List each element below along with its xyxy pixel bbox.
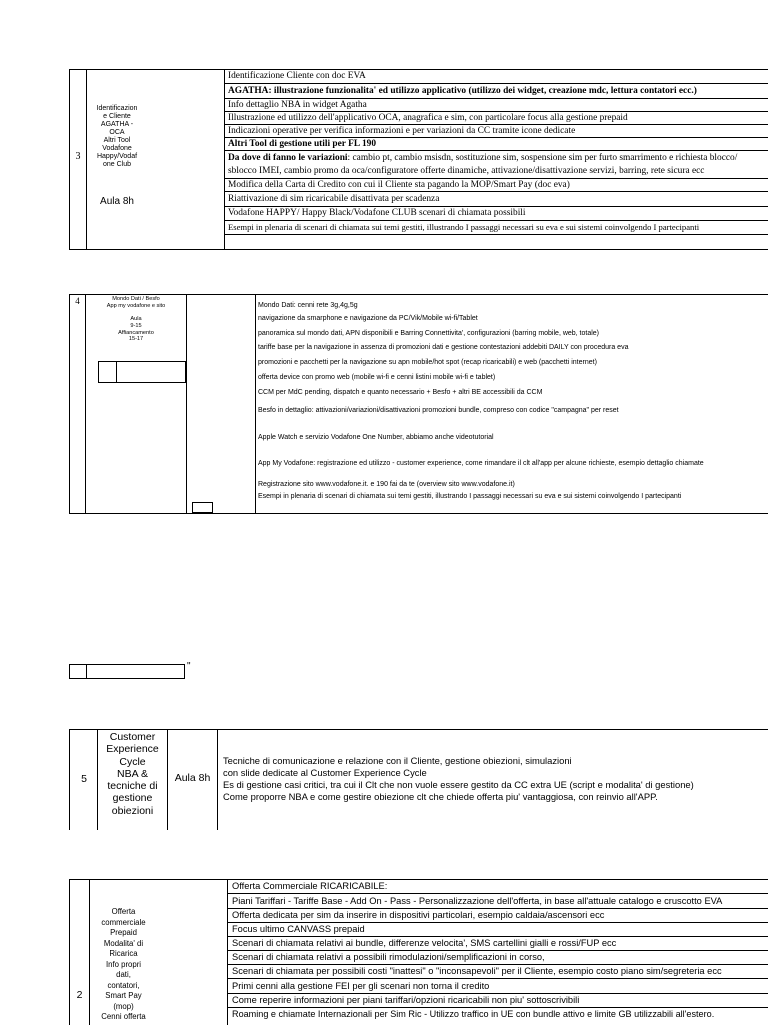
room-label: Aula 8h — [174, 772, 211, 784]
schedule-line: Esempi in plenaria di scenari di chiamata sui temi gestiti, illustrando I passaggi necessari su eva e sui sistemi coinvolgendo I partecipanti — [228, 222, 700, 232]
schedule-line: tariffe base per la navigazione in assenza di promozioni dati e gestione contestazioni addebiti DAILY con procedura eva — [258, 344, 629, 351]
room-cell — [168, 730, 218, 830]
schedule-line: sblocco IMEI, cambio promo da oca/configuratore offerte dinamiche, attivazione/disattivazione servizi, barring, rete sicura ecc — [228, 166, 705, 176]
module-label: Mondo Dati / Besfo App my vodafone e sito Aula 9-15 Affiancamento 15-17 — [106, 296, 166, 343]
schedule-line: Es di gestione casi critici, tra cui il Clt che non vuole essere gestito da CC extra UE (script e modalita' di gestione) — [223, 779, 694, 790]
schedule-line: Apple Watch e servizio Vodafone One Number, abbiamo anche videotutorial — [258, 434, 494, 441]
schedule-line: Besfo in dettaglio: attivazioni/variazioni/disattivazioni promozioni bundle, compreso con codice "campagna" per reset — [258, 407, 619, 414]
schedule-line: Altri Tool di gestione utili per FL 190 — [228, 139, 377, 149]
schedule-line: Da dove di fanno le variazioni: cambio pt, cambio msisdn, sostituzione sim, sospensione sim per furto smarrimento e richiesta blocco/ — [228, 153, 738, 163]
schedule-line: Identificazione Cliente con doc EVA — [228, 71, 366, 81]
schedule-line: con slide dedicate al Customer Experience Cycle — [223, 767, 427, 778]
row-number-cell — [70, 295, 86, 513]
schedule-line: Piani Tariffari - Tariffe Base - Add On - Pass - Personalizzazione dell'offerta, in base all'attuale catalogo e cruscotto EVA — [232, 896, 723, 906]
empty-cell-box — [192, 502, 213, 513]
schedule-line: Offerta dedicata per sim da inserire in dispositivi particolari, esempio caldaia/ascensori ecc — [232, 910, 605, 920]
empty-table-row — [69, 664, 185, 679]
row-number: 3 — [75, 151, 81, 162]
schedule-line: Indicazioni operative per verifica informazioni e per variazioni da CC tramite icone dedicate — [228, 126, 576, 136]
schedule-line: Focus ultimo CANVASS prepaid — [232, 924, 365, 934]
empty-cell-box — [98, 361, 186, 383]
row-number: 5 — [81, 773, 87, 785]
schedule-line: offerta device con promo web (mobile wi-fi e cenni listini mobile wi-fi e tablet) — [258, 374, 496, 381]
row-number-cell — [70, 70, 87, 249]
schedule-line: Tecniche di comunicazione e relazione con il Cliente, gestione obiezioni, simulazioni — [223, 755, 572, 766]
schedule-line: navigazione da smarphone e navigazione da PC/Vik/Mobile wi-fi/Tablet — [258, 315, 478, 322]
module-label-cell — [98, 730, 168, 830]
table-block-offerta-prepaid — [69, 879, 768, 1025]
module-label-cell — [87, 70, 225, 249]
module-label-cell — [90, 880, 228, 1025]
module-label-cell — [86, 295, 187, 513]
schedule-line: AGATHA: illustrazione funzionalita' ed utilizzo applicativo (utilizzo dei widget, creazione mdc, lettura contatori ecc.) — [228, 86, 697, 96]
schedule-line: App My Vodafone: registrazione ed utilizzo - customer experience, come rimandare il clt all'app per alcune richieste, esempio dettaglio chiamate — [258, 460, 704, 467]
row-number: 4 — [75, 296, 80, 306]
schedule-line: Registrazione sito www.vodafone.it. e 190 fai da te (overview sito www.vodafone.it) — [258, 481, 515, 488]
schedule-line: Roaming e chiamate Internazionali per Sim Ric - Utilizzo traffico in UE con bundle attivo e limite GB utilizzabili all'estero. — [232, 1009, 715, 1019]
room-label: Aula 8h — [100, 196, 134, 207]
schedule-line: Scenari di chiamata relativi a possibili rimodulazioni/semplificazioni in corso, — [232, 952, 545, 962]
schedule-line: CCM per MdC pending, dispatch e quanto necessario + Besfo + altri BE accessibili da CCM — [258, 389, 543, 396]
schedule-line: Primi cenni alla gestione FEI per gli scenari non torna il credito — [232, 981, 490, 991]
row-number: 2 — [76, 989, 83, 1001]
module-label: Offerta commerciale Prepaid Modalita' di Ricarica Info propri dati, contatori, Smart Pay (mop) Cenni offerta — [101, 907, 146, 1021]
module-label: Customer Experience Cycle NBA & tecniche di gestione obiezioni — [106, 731, 159, 817]
schedule-line: Esempi in plenaria di scenari di chiamata sui temi gestiti, illustrando I passaggi necessari su eva e sui sistemi coinvolgendo I partecipanti — [258, 493, 682, 500]
schedule-line: Illustrazione ed utilizzo dell'applicativo OCA, anagrafica e sim, con particolare focus alla gestione prepaid — [228, 113, 628, 123]
table-block-customer-experience — [97, 729, 768, 830]
schedule-line: Vodafone HAPPY/ Happy Black/Vodafone CLUB scenari di chiamata possibili — [228, 208, 526, 218]
table-block-identificazione — [69, 69, 768, 250]
row-number-cell — [70, 880, 90, 1025]
schedule-line: panoramica sul mondo dati, APN disponibili e Barring Connettivita', configurazioni (barring mobile, web, totale) — [258, 330, 600, 337]
schedule-line: Scenari di chiamata relativi ai bundle, differenze velocita', SMS cartellini gialli e rossi/FUP ecc — [232, 938, 617, 948]
schedule-line: Come reperire informazioni per piani tariffari/opzioni ricaricabili non piu' sottoscrivibili — [232, 995, 580, 1005]
row-number-cell — [69, 729, 98, 830]
schedule-line: promozioni e pacchetti per la navigazione su apn mobile/hot spot (recap ricaricabili) e web (pacchetti internet) — [258, 359, 597, 366]
schedule-line: Info dettaglio NBA in widget Agatha — [228, 100, 367, 110]
stray-quote-mark: " — [187, 661, 191, 672]
schedule-line: Come proporre NBA e come gestire obiezione clt che chiede offerta piu' vantaggiosa, con reinvio all'APP. — [223, 791, 658, 802]
schedule-line: Scenari di chiamata per possibili costi "inattesi" o "inconsapevoli" per il Cliente, esempio costo piano sim/segreteria ecc — [232, 966, 722, 976]
schedule-line: Offerta Commerciale RICARICABILE: — [232, 881, 388, 891]
schedule-line: Modifica della Carta di Credito con cui il Cliente sta pagando la MOP/Smart Pay (doc eva) — [228, 180, 570, 190]
schedule-line: Riattivazione di sim ricaricabile disattivata per scadenza — [228, 194, 440, 204]
table-block-mondo-dati — [69, 294, 768, 514]
module-label: Identificazion e Cliente AGATHA - OCA Altri Tool Vodafone Happy/Vodaf one Club — [96, 105, 138, 169]
schedule-line: Mondo Dati: cenni rete 3g,4g,5g — [258, 302, 358, 309]
